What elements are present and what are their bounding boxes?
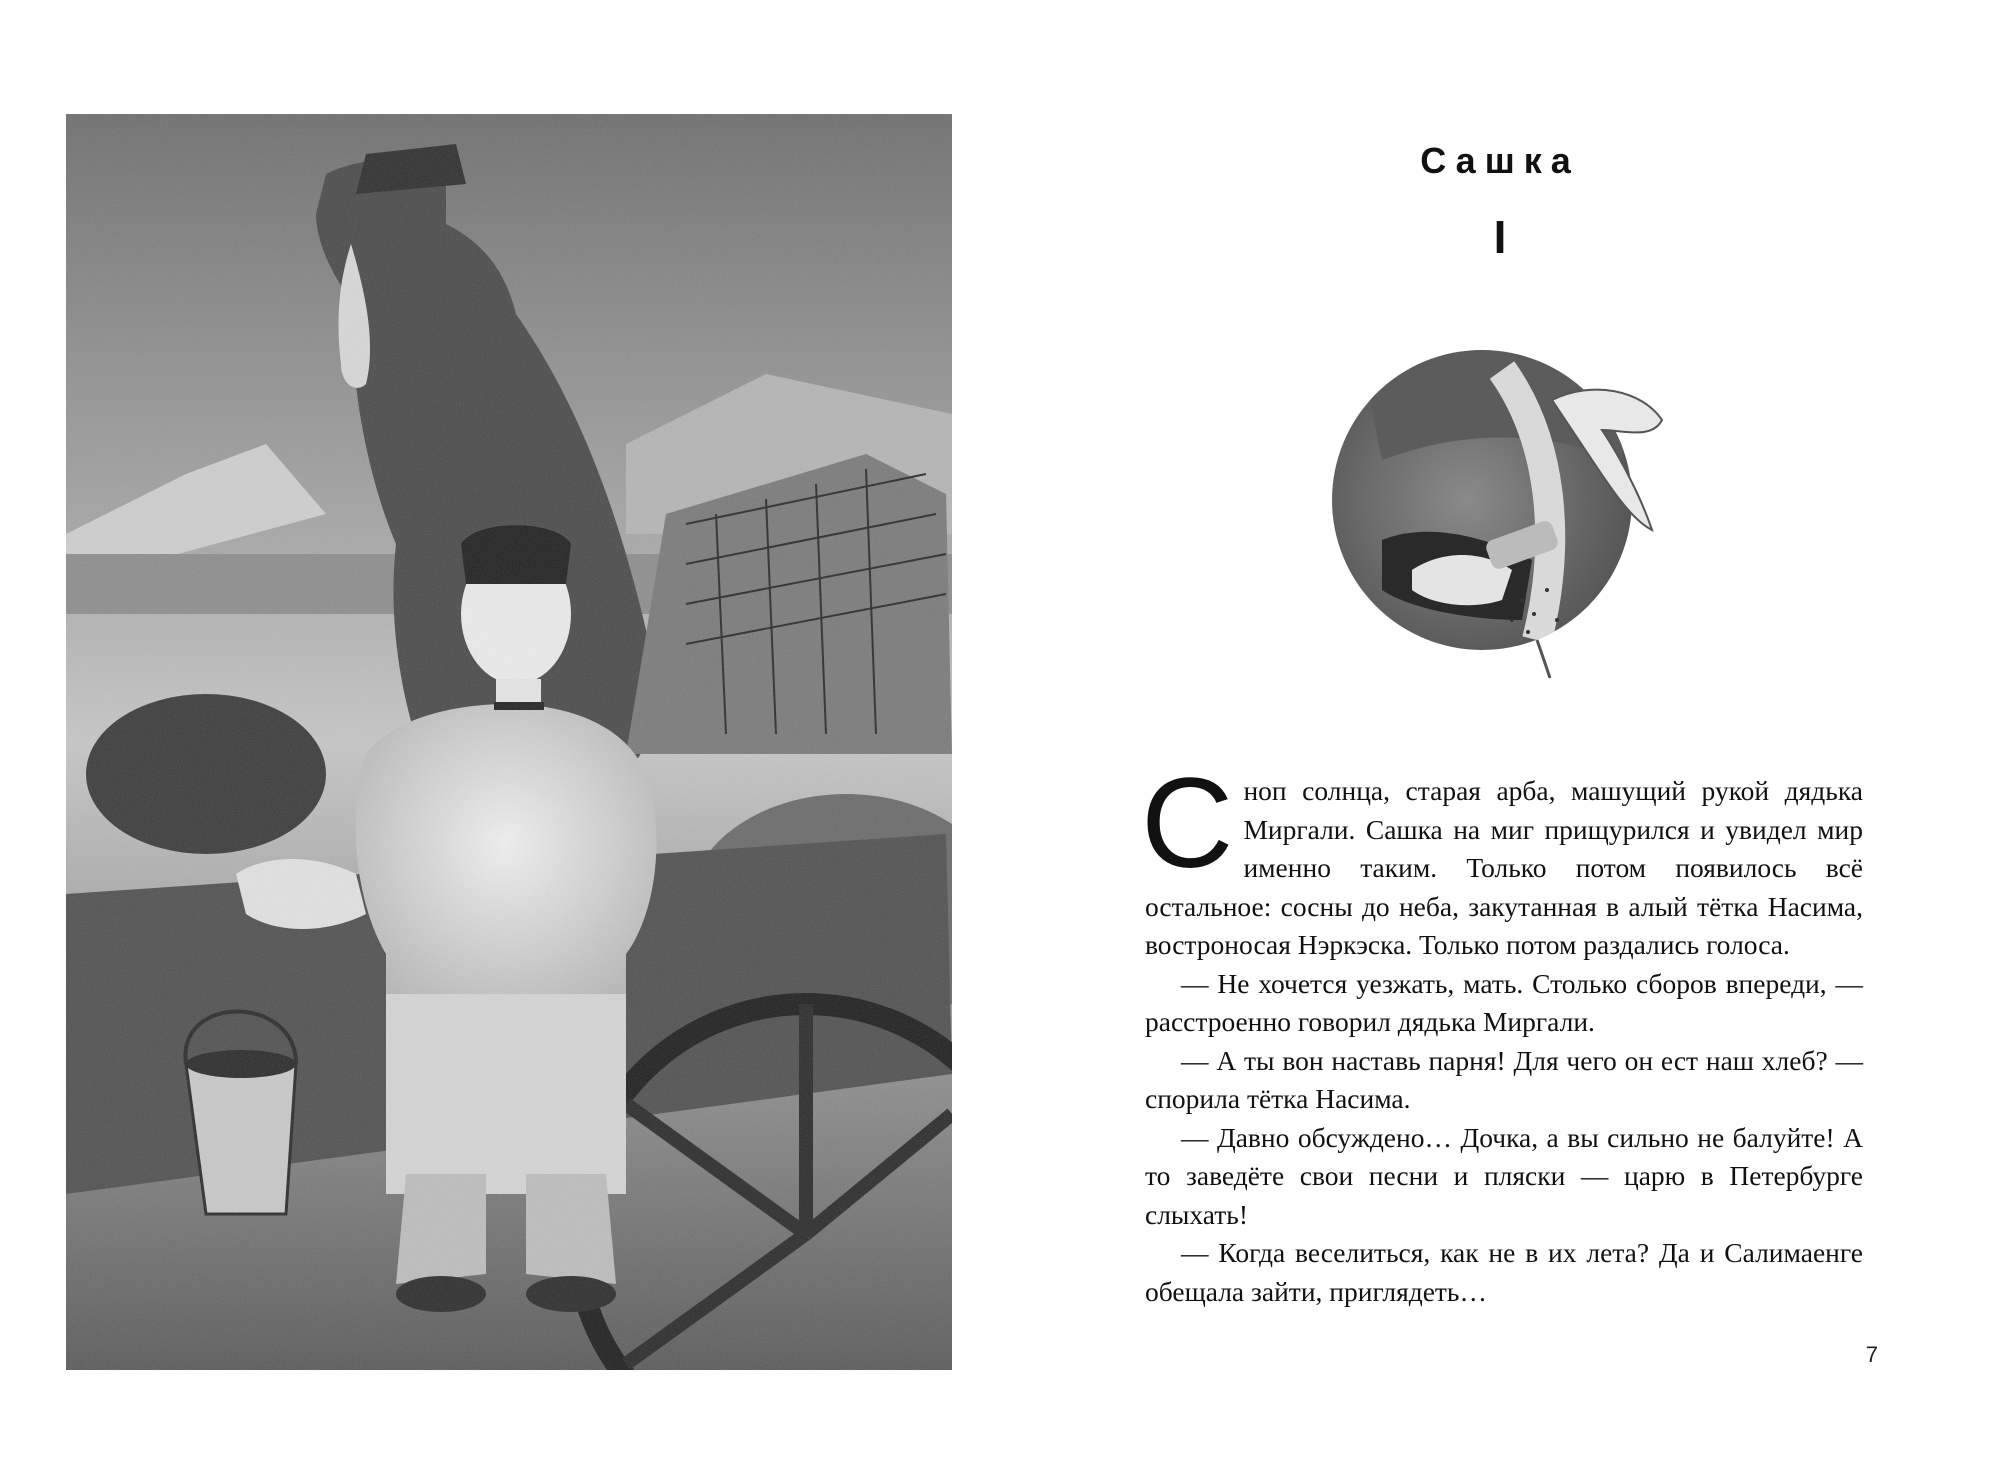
dialogue-paragraph: — Когда веселиться, как не в их лета? Да и Салимаенге обещала зайти, приглядеть…	[1145, 1237, 1863, 1307]
drop-cap: С	[1141, 752, 1234, 895]
chapter-number: I	[1493, 211, 1507, 263]
vignette-hands-sharpening-scythe	[1322, 320, 1682, 680]
right-page	[1000, 0, 2000, 1483]
full-page-illustration	[66, 114, 952, 1370]
dialogue-paragraph: — Не хочется уезжать, мать. Столько сборов впереди, — расстроенно говорил дядька Миргали.	[1145, 967, 1863, 1037]
opening-paragraph	[1141, 752, 1863, 965]
dialogue-paragraph: — А ты вон наставь парня! Для чего он ест наш хлеб? — спорила тётка Насима.	[1145, 1044, 1863, 1114]
chapter-title: Сашка	[1420, 140, 1580, 181]
dialogue-paragraph: — Давно обсуждено… Дочка, а вы сильно не балуйте! А то заведёте свои песни и пляски — царю в Петербурге слыхать!	[1145, 1121, 1863, 1230]
pencil-drawing-boy-on-cart	[66, 114, 952, 1370]
page-number: 7	[1865, 1342, 1878, 1367]
chapter-vignette	[1322, 320, 1682, 680]
opening-paragraph-text: ноп солнца, старая арба, машущий рукой дядька Миргали. Сашка на миг прищурился и увидел мир именно таким. Только потом появилось всё остальное: сосны до неба, закутанная в алый тётка Насима, востроносая Нэркэска. Только потом раздались голоса.	[1145, 775, 1863, 960]
chapter-body-text	[1141, 752, 1863, 1311]
